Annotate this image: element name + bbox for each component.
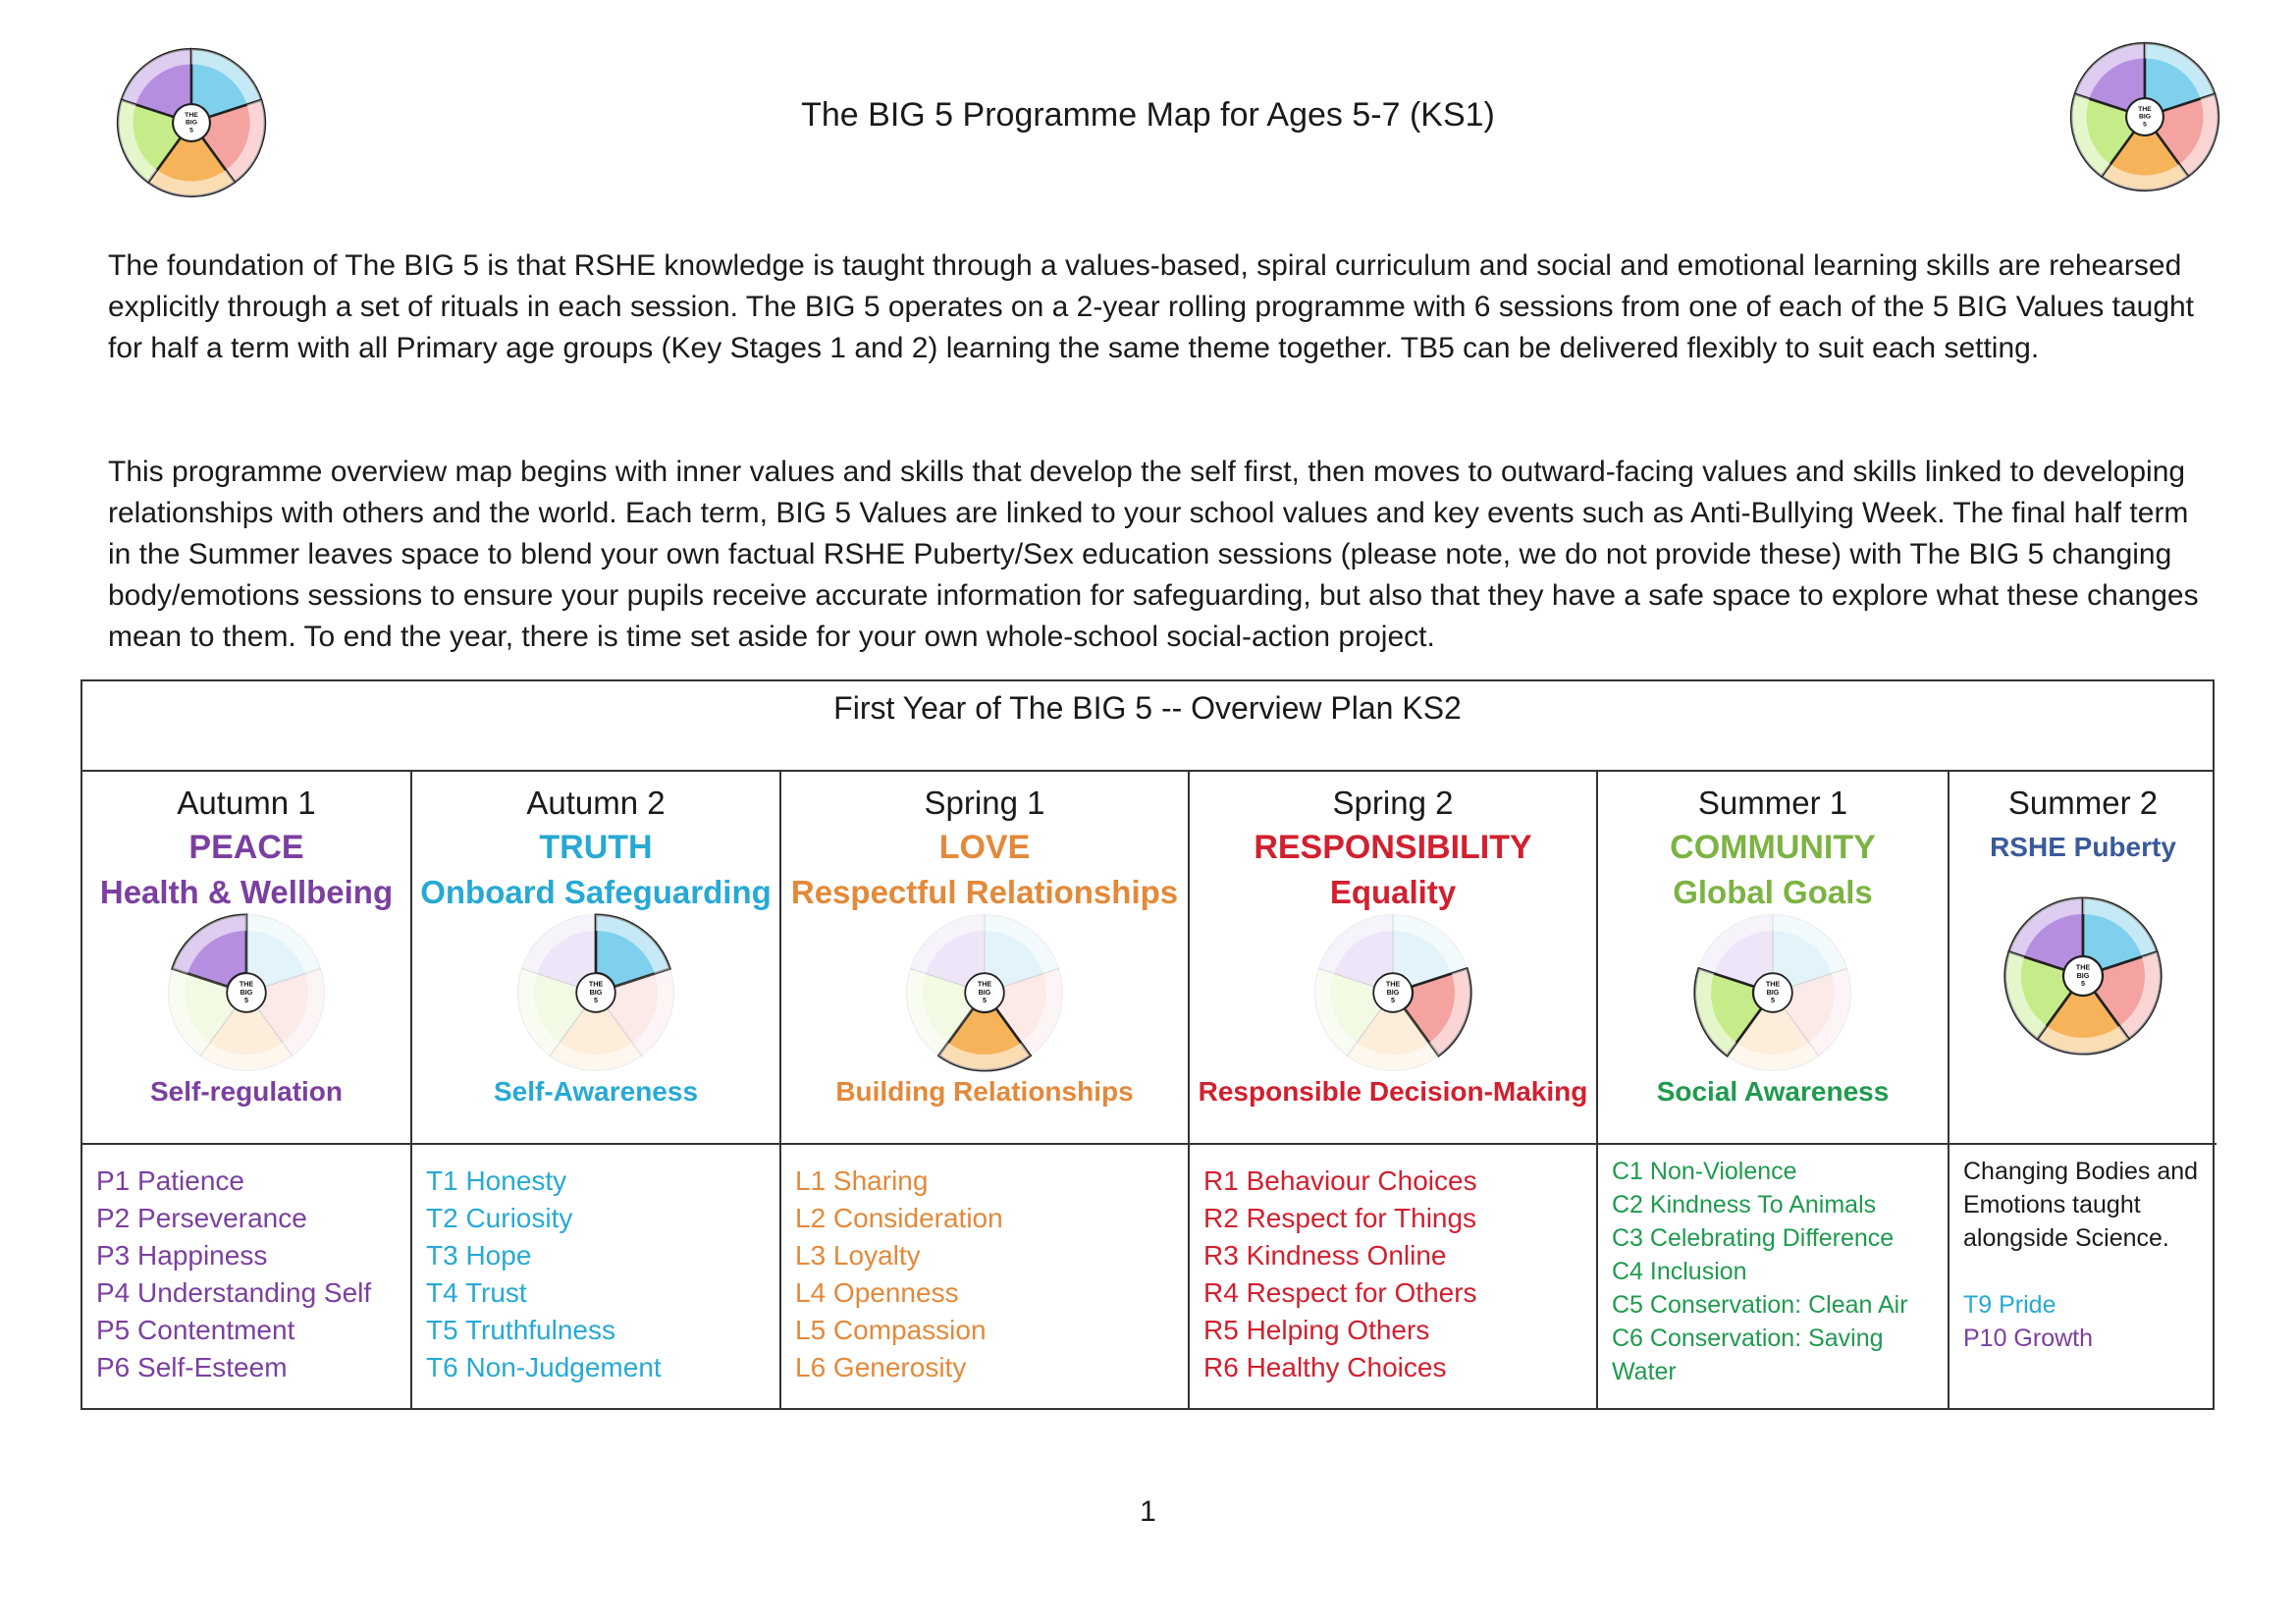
session-item: R5 Helping Others [1203,1315,1430,1345]
wheel-center-label: THE [2075,962,2091,972]
skill-label: Self-Awareness [493,1076,699,1107]
session-item: C6 Conservation: Saving Water [1612,1325,1884,1385]
session-item: C5 Conservation: Clean Air [1612,1291,1908,1319]
session-item: T6 Non-Judgement [426,1352,662,1382]
skill-label: Social Awareness [1656,1076,1890,1107]
session-item: T9 Pride [1963,1291,2056,1319]
summer-note: Changing Bodies and Emotions taught alongside Science. [1963,1158,2199,1252]
session-item: R4 Respect for Others [1203,1277,1477,1308]
value-label: LOVE [938,829,1031,866]
session-list [1203,1163,1588,1386]
skill-label: Self-regulation [149,1076,343,1107]
intro-paragraph: This programme overview map begins with inner values and skills that develop the self first, then moves to outward-facing values and skills linked to developing relationships with others and the world. Each term, BIG 5 Values are linked to your school values and key events such as Anti-Bullying Week. The final half term in the Summer leaves space to blend your own factual RSHE Puberty/Sex education sessions (please note, we do not provide these) with The BIG 5 changing body/emotions sessions to ensure your pupils receive accurate information for safeguarding, but also that they have a safe space to explore what these changes mean to them. To end the year, there is time set aside for your own whole-school social-action project. [108,456,2199,653]
term-column-autumn-1 [82,772,412,1408]
wheel-center-label: 5 [2081,978,2085,988]
wheel-center-label: BIG [185,119,198,127]
skill-label: Responsible Decision-Making [1198,1076,1588,1107]
wheel-center-label: 5 [594,995,598,1004]
session-item: T5 Truthfulness [426,1315,615,1345]
wheel-center-label: THE [1765,979,1781,989]
session-item: L6 Generosity [795,1352,967,1382]
session-list [1612,1155,1940,1388]
intro-paragraph: The foundation of The BIG 5 is that RSHE knowledge is taught through a values-based, spiral curriculum and social and emotional learning skills are rehearsed explicitly through a set of rituals in each session. The BIG 5 operates on a 2-year rolling programme with 6 sessions from one of each of the 5 BIG Values taught for half a term with all Primary age groups (Key Stages 1 and 2) learning the same theme together. TB5 can be delivered flexibly to suit each setting. [108,249,2195,364]
term-label: Spring 2 [1332,785,1454,821]
value-wheel-icon [1995,888,2171,1064]
session-item: T2 Curiosity [426,1203,573,1233]
value-wheel-icon [1305,904,1481,1081]
wheel-center-label: BIG [1766,987,1780,997]
wheel-center-label: THE [2138,106,2152,114]
wheel-center-label: 5 [1771,995,1775,1004]
term-label: Autumn 1 [177,785,316,821]
session-item: P2 Perseverance [96,1203,307,1233]
session-list [1963,1155,2209,1355]
session-item: R2 Respect for Things [1203,1203,1477,1233]
session-item: R1 Behaviour Choices [1203,1165,1477,1196]
value-label: COMMUNITY [1670,829,1876,866]
wheel-center-label: THE [977,979,992,989]
session-item: C3 Celebrating Difference [1612,1224,1895,1252]
theme-label: Health & Wellbeing [99,874,394,910]
wheel-center-label: BIG [1386,987,1400,997]
session-item: T4 Trust [426,1277,527,1308]
session-list [795,1163,1180,1386]
session-item: L5 Compassion [795,1315,987,1345]
session-item: T3 Hope [426,1240,532,1271]
wheel-center-label: THE [588,979,604,989]
session-item: C2 Kindness To Animals [1612,1191,1877,1218]
session-item: P5 Contentment [96,1315,295,1345]
theme-label: Onboard Safeguarding [420,874,772,910]
term-column-summer-1 [1598,772,1949,1408]
session-item: P10 Growth [1963,1325,2094,1352]
session-item: T1 Honesty [426,1165,567,1196]
term-column-spring-1 [781,772,1190,1408]
theme-label: Equality [1329,874,1457,910]
session-list [426,1163,772,1386]
session-item: P4 Understanding Self [96,1277,372,1308]
session-item: R3 Kindness Online [1203,1240,1447,1271]
overview-title: First Year of The BIG 5 -- Overview Plan KS2 [82,681,2213,772]
term-column-autumn-2 [412,772,781,1408]
session-item: P6 Self-Esteem [96,1352,288,1382]
theme-label: Respectful Relationships [790,874,1179,910]
term-column-summer-2 [1949,772,2216,1408]
value-wheel-icon [158,904,335,1081]
value-label: RSHE Puberty [1990,832,2176,862]
term-label: Autumn 2 [526,785,666,821]
wheel-center-label: THE [1385,979,1401,989]
value-label: PEACE [188,829,304,866]
wheel-center-label: BIG [978,987,991,997]
overview-table [80,679,2215,1410]
term-label: Spring 1 [924,785,1045,821]
session-item: L1 Sharing [795,1165,929,1196]
wheel-center-label: BIG [2138,113,2152,121]
session-item: P1 Patience [96,1165,244,1196]
wheel-center-label: 5 [983,995,987,1004]
wheel-center-label: BIG [240,987,253,997]
wheel-center-label: 5 [189,127,193,135]
wheel-center-label: 5 [244,995,248,1004]
session-item: C4 Inclusion [1612,1258,1747,1285]
value-wheel-icon [507,904,684,1081]
wheel-center-label: THE [185,112,198,120]
session-item: L2 Consideration [795,1203,1003,1233]
wheel-center-label: 5 [2143,121,2147,129]
page-number: 1 [1140,1495,1156,1528]
wheel-center-label: THE [239,979,254,989]
session-item: L3 Loyalty [795,1240,921,1271]
term-label: Summer 2 [2007,785,2159,821]
session-item: L4 Openness [795,1277,959,1308]
session-list [96,1163,402,1386]
theme-label: Global Goals [1673,874,1873,910]
term-label: Summer 1 [1697,785,1848,821]
value-wheel-icon [1684,904,1861,1081]
value-wheel-icon [896,904,1073,1081]
skill-label: Building Relationships [835,1076,1134,1107]
wheel-center-label: BIG [2076,970,2090,980]
session-item: C1 Non-Violence [1612,1158,1797,1185]
value-label: RESPONSIBILITY [1254,829,1532,866]
session-item: P3 Happiness [96,1240,268,1271]
wheel-center-label: BIG [589,987,603,997]
page-title: The BIG 5 Programme Map for Ages 5-7 (KS1) [801,96,1495,134]
value-label: TRUTH [539,829,653,866]
term-column-spring-2 [1190,772,1598,1408]
wheel-center-label: 5 [1391,995,1395,1004]
session-item: R6 Healthy Choices [1203,1352,1447,1382]
